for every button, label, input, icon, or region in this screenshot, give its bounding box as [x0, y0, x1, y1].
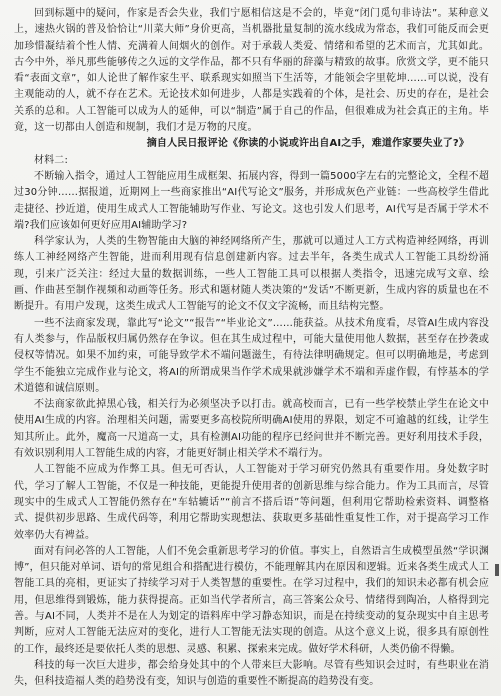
- edge-mark: [495, 564, 499, 576]
- paragraph-crackdown: 不法商家欲此掉黑心钱，相关行为必须坚决予以打击。就高校而言，已有一些学校禁止学生在论文中使用AI生成的内容。治理相关问题，需要更多高校院所明确AI使用的界限，划定不可逾越的红线，让学生知其所止。此外，魔高一尺道高一丈，具有检测AI功能的程序已经问世并不断完善。更好利用技术手段，有效识别利用人工智能生成的内容，才能更好制止相关学术不端行为。: [14, 399, 489, 460]
- paragraph-academic-misconduct: 一些不法商家发现，靠此写“论文”“报告”“毕业论文”……能获益。从技术角度看，尽管AI生成内容没有人类参与，作品版权归属仍然存在争议。但在其生成过程中，可能大量使用他人数据，甚至存在抄袭或侵权等情况。如果不加约束，可能导致学术不端问题滋生，有待法律明确规定。但可以明确地是，考虑到学生不能独立完成作业与论文，将AI的所谓成果当作学术成果就涉嫌学术不端和弄虚作假，有悖基本的学术道德和诚信原则。: [14, 317, 489, 394]
- paragraph-value-of-learning: 面对有问必答的人工智能，人们不免会重新思考学习的价值。事实上，自然语言生成模型虽然“学识渊博”，但只能对单词、语句的常见组合和搭配进行模仿，不能理解其内在原因和逻辑。近来各类生成式人工智能工具的亮相，更证实了持续学习对于人类智慧的重要性。在学习过程中，我们的知识未必都有机会应用，但思维得到锻炼，能力获得提高。正如当代学者所言，高三答案公众号、情绪得到陶冶，人格得到完善。与AI不同，人类并不是在人为划定的语料库中学习静态知识，而是在持续变动的复杂现实中自主思考判断，应对人工智能无法应对的变化，进行人工智能无法实现的创造。从这个意义上说，很多具有原创性的工作，最终还是要依托人类的思想、灵感、积累、探索来完成。做好学术科研，人类仍偷不得懒。: [14, 545, 489, 655]
- paragraph-ai-as-tool: 人工智能不应成为作弊工具。但无可否认，人工智能对于学习研究仍然具有重要作用。身处数字时代，学习了解人工智能，不仅是一种技能，更能提升使用者的创新思维与综合能力。作为工具而言，尽管现实中的生成式人工智能仍然存在“车轱辘话”“前言不搭后语”等问题，但利用它帮助检索资料、调整格式、提供初步思路、生成代码等，利用它帮助实现想法、获取更多基础性重复性工作，对于提高学习工作效率仍大有裨益。: [14, 464, 489, 541]
- material-two-heading: 材料二:: [34, 154, 68, 166]
- citation-source: 摘自人民日报评论《你读的小说或许出自AI之手，难道作家要失业了?》: [146, 138, 469, 150]
- paragraph-technology-progress: 科技的每一次巨大进步，都会给身处其中的个人带来巨大影响。尽管有些知识会过时，有些职业在消失，但科技造福人类的趋势没有变，知识与创造的重要性不断提高的趋势没有变。: [14, 659, 489, 688]
- paragraph-conclusion: 回到标题中的疑问，作家是否会失业，我们宁愿相信这是不会的，毕竟“闭门觅句非诗法”。某种意义上，速热火锅的普及恰恰让“川菜大师”身价更高，当机器批量复制的流水线成为常态，我们可能反而会更加珍惜凝结着个性人情、充满着人间烟火的创作。对于承载人类爱、情绪和希望的艺术而言，尤其如此。古今中外，举凡那些能够传之久远的文学作品，都不只有华丽的辞藻与精致的故事。欣赏文学，更不能只看“表面文章”，如人论世了解作家生平、联系现实如照当下生活等，才能领会字里乾坤……可以说，没有主观能动的人，就不存在艺术。无论技术如何进步，人都是实践着的个体，是社会、历史的存在，是社会关系的总和。人工智能可以成为人的延伸，可以“制造”属于自己的作品，但很难成为社会真正的主角。毕竟，这一切都由人创造和规制，我们才是万物的尺度。: [14, 8, 489, 134]
- paragraph-ai-thesis-service: 不断输入指令，通过人工智能应用生成框架、拓展内容，得到一篇5000字左右的完整论文，全程不超过30分钟……据报道，近期网上一些商家推出“AI代写论文”服务，并形成灰色产业链：一些高校学生借此走捷径、抄近道，使用生成式人工智能辅助写作业、写论文。这也引发人们思考，AI代写是否属于学术不端?我们应该如何更好应用AI辅助学习?: [14, 170, 489, 231]
- paragraph-neural-networks: 科学家认为，人类的生物智能由大脑的神经网络所产生，那就可以通过人工方式构造神经网络，再训练人工神经网络产生智能，进而利用现有信息创建新内容。过去半年，各类生成式人工智能工具纷纷涌现，引来广泛关注：经过大量的数据训练，一些人工智能工具可以根据人类指令，迅速完成写文章、绘画、作曲甚至制作视频和动画等任务。形式和题材随人类决策的“发话”不断更新，生成内容的质量也在不断提升。有用户发现，这类生成式人工智能写的论文不仅文字流畅，而且结构完整。: [14, 236, 489, 313]
